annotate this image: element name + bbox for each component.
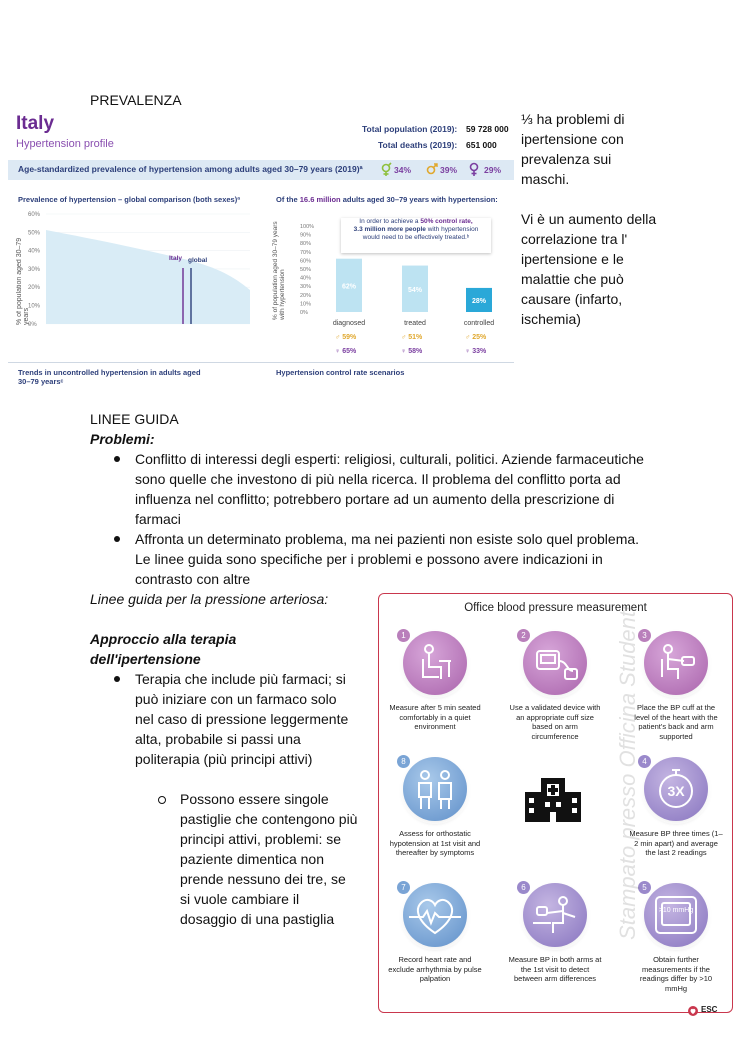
left-tick-label: 10% <box>28 303 41 310</box>
profile-title: Italy <box>16 113 55 134</box>
bar-category-diagnosed: diagnosed <box>332 320 366 327</box>
italy-hypertension-profile <box>8 110 514 392</box>
left-tick-label: 30% <box>28 266 41 273</box>
prevalence-both: 34% <box>394 165 412 175</box>
right-tick-label: 90% <box>300 232 312 239</box>
prevalence-band-text: Age-standardized prevalence of hypertension among adults aged 30–79 years (2019)ª <box>18 164 363 174</box>
bar-value-controlled: 28% <box>471 297 487 305</box>
bar-female-diagnosed: ♀ 65% <box>335 348 357 355</box>
right-tick-label: 100% <box>300 224 315 230</box>
doctor-patient-icon: 8 <box>403 757 467 821</box>
monitor-icon: 5 >10 mmHg <box>644 883 708 947</box>
male-icon <box>428 164 438 174</box>
step-8: 8 Assess for orthostatic hypotension at 1st visit and thereafter by symptoms <box>389 757 481 857</box>
left-tick-label: 50% <box>28 230 41 237</box>
bullet-dot <box>114 676 120 682</box>
bar-value-diagnosed: 62% <box>341 283 357 291</box>
step-2: 2 Use a validated device with an appropriate cuff size based on arm circumference <box>509 631 601 741</box>
bullet-dot <box>114 536 120 542</box>
left-tick-label: 60% <box>28 212 41 218</box>
bp-guidelines-label: Linee guida per la pressione arteriosa: <box>90 591 329 607</box>
bp-device-icon: 2 <box>523 631 587 695</box>
footer-right: Hypertension control rate scenarios <box>276 368 405 377</box>
section-title-linee-guida: LINEE GUIDA <box>90 411 179 427</box>
italy-marker-label: Italy <box>169 255 183 262</box>
left-chart-title: Prevalence of hypertension – global comparison (both sexes)ª <box>18 195 241 204</box>
problems-heading: Problemi: <box>90 431 155 447</box>
left-chart-ylabel: % of population aged 30–79 years <box>16 237 30 325</box>
section-title-prevalenza: PREVALENZA <box>90 92 182 108</box>
bar-male-controlled: ♂ 25% <box>465 334 487 341</box>
left-tick-label: 0% <box>28 321 37 328</box>
hospital-icon <box>521 774 585 827</box>
global-marker-label: global <box>188 257 208 264</box>
bullet-specific-problems: Affronta un determinato problema, ma nei pazienti non esiste solo quel problema. Le linee guida sono specifiche per i problemi e possono avere indicazioni in contrasto con altre <box>135 531 640 587</box>
right-tick-label: 70% <box>300 249 312 256</box>
bar-category-treated: treated <box>404 320 426 327</box>
side-note-1: ⅓ ha problemi di ipertensione con prevalenza sui maschi. <box>521 111 625 187</box>
prevalence-female: 29% <box>484 165 502 175</box>
profile-subtitle: Hypertension profile <box>16 138 114 150</box>
female-icon <box>471 164 478 177</box>
both-sexes-icon <box>383 163 392 176</box>
population-value: 59 728 000 <box>466 124 509 134</box>
step-3: 3 Place the BP cuff at the level of the heart with the patient's back and arm supported <box>634 631 718 741</box>
step-1: 1 Measure after 5 min seated comfortably in a quiet environment <box>389 631 481 731</box>
side-note-2: Vi è un aumento della correlazione tra l' ipertensione e le malattie che può causare (infarto, ischemia) <box>521 211 657 327</box>
therapy-heading: Approccio alla terapia dell'ipertensione <box>90 631 237 667</box>
sub-bullet-single-pills: Possono essere singole pastiglie che contengono più principi attivi, problemi: se paziente dimentica non prende nessuno dei tre, se si vuole cambiare il dosaggio di una pastiglia <box>180 791 358 927</box>
step-6: 6 Measure BP in both arms at the 1st visit to detect between arm differences <box>508 883 602 983</box>
step-5: 5 >10 mmHg Obtain further measurements if the readings differ by >10 mmHg <box>639 883 713 993</box>
both-arms-icon: 6 <box>523 883 587 947</box>
sub-bullet-circle <box>158 796 166 804</box>
bar-male-treated: ♂ 51% <box>401 334 423 341</box>
left-tick-label: 40% <box>28 248 41 255</box>
deaths-value: 651 000 <box>466 140 497 150</box>
watermark: Stampato presso Officina Studenti <box>615 606 640 940</box>
right-tick-label: 0% <box>300 310 308 316</box>
right-chart-ticks <box>300 224 314 316</box>
left-tick-label: 20% <box>28 285 41 292</box>
footer-left: Trends in uncontrolled hypertension in adults aged 30–79 yearsᶜ <box>18 368 201 386</box>
bar-value-treated: 54% <box>407 286 423 294</box>
right-tick-label: 40% <box>300 275 312 282</box>
bp-card-title: Office blood pressure measurement <box>464 602 647 614</box>
cuff-placement-icon: 3 <box>644 631 708 695</box>
bar-female-treated: ♀ 58% <box>401 348 423 355</box>
right-tick-label: 80% <box>300 241 312 248</box>
prevalence-male: 39% <box>440 165 458 175</box>
bar-male-diagnosed: ♂ 59% <box>335 334 357 341</box>
office-bp-measurement-card <box>378 593 733 1013</box>
right-tick-label: 60% <box>300 258 312 265</box>
esc-logo: ESC <box>687 1004 731 1018</box>
bullet-dot <box>114 456 120 462</box>
right-chart-bars <box>336 259 492 312</box>
heart-rate-icon: 7 <box>403 883 467 947</box>
bar-category-controlled: controlled <box>463 320 495 327</box>
right-chart-ylabel: % of population aged 30–79 years with hypertension <box>272 221 286 320</box>
bar-female-controlled: ♀ 33% <box>465 348 487 355</box>
right-tick-label: 10% <box>300 301 312 308</box>
global-distribution-area <box>46 230 250 324</box>
left-chart <box>28 210 250 330</box>
population-label: Total population (2019): <box>362 124 458 134</box>
timer-3x-icon: 4 3X <box>644 757 708 821</box>
seated-person-icon: 1 <box>403 631 467 695</box>
step-7: 7 Record heart rate and exclude arrhythmia by pulse palpation <box>388 883 482 983</box>
right-tick-label: 50% <box>300 267 312 273</box>
right-chart-title: Of the 16.6 million adults aged 30–79 years with hypertension: <box>276 195 498 204</box>
right-tick-label: 20% <box>300 292 312 299</box>
bullet-conflict: Conflitto di interessi degli esperti: religiosi, culturali, politici. Aziende farmaceutiche sono quelle che investono di più nella ricerca. Il problema del conflitto porta ad influenza nel conflitto; potrebbero portare ad un aumento della prescrizione di farmaci <box>135 451 644 527</box>
step-4: 4 3X Measure BP three times (1–2 min apart) and average the last 2 readings <box>629 757 723 857</box>
callout-box: In order to achieve a 50% control rate, 3.3 million more people with hypertension would need to be effectively treated.ᵇ <box>341 218 491 253</box>
right-tick-label: 30% <box>300 284 312 291</box>
bullet-therapy: Terapia che include più farmaci; si può iniziare con un farmaco solo nel caso di pressione leggermente alta, probabile si passi una politerapia (più principi attivi) <box>135 671 349 767</box>
deaths-label: Total deaths (2019): <box>378 140 458 150</box>
profile-separator <box>8 362 514 363</box>
